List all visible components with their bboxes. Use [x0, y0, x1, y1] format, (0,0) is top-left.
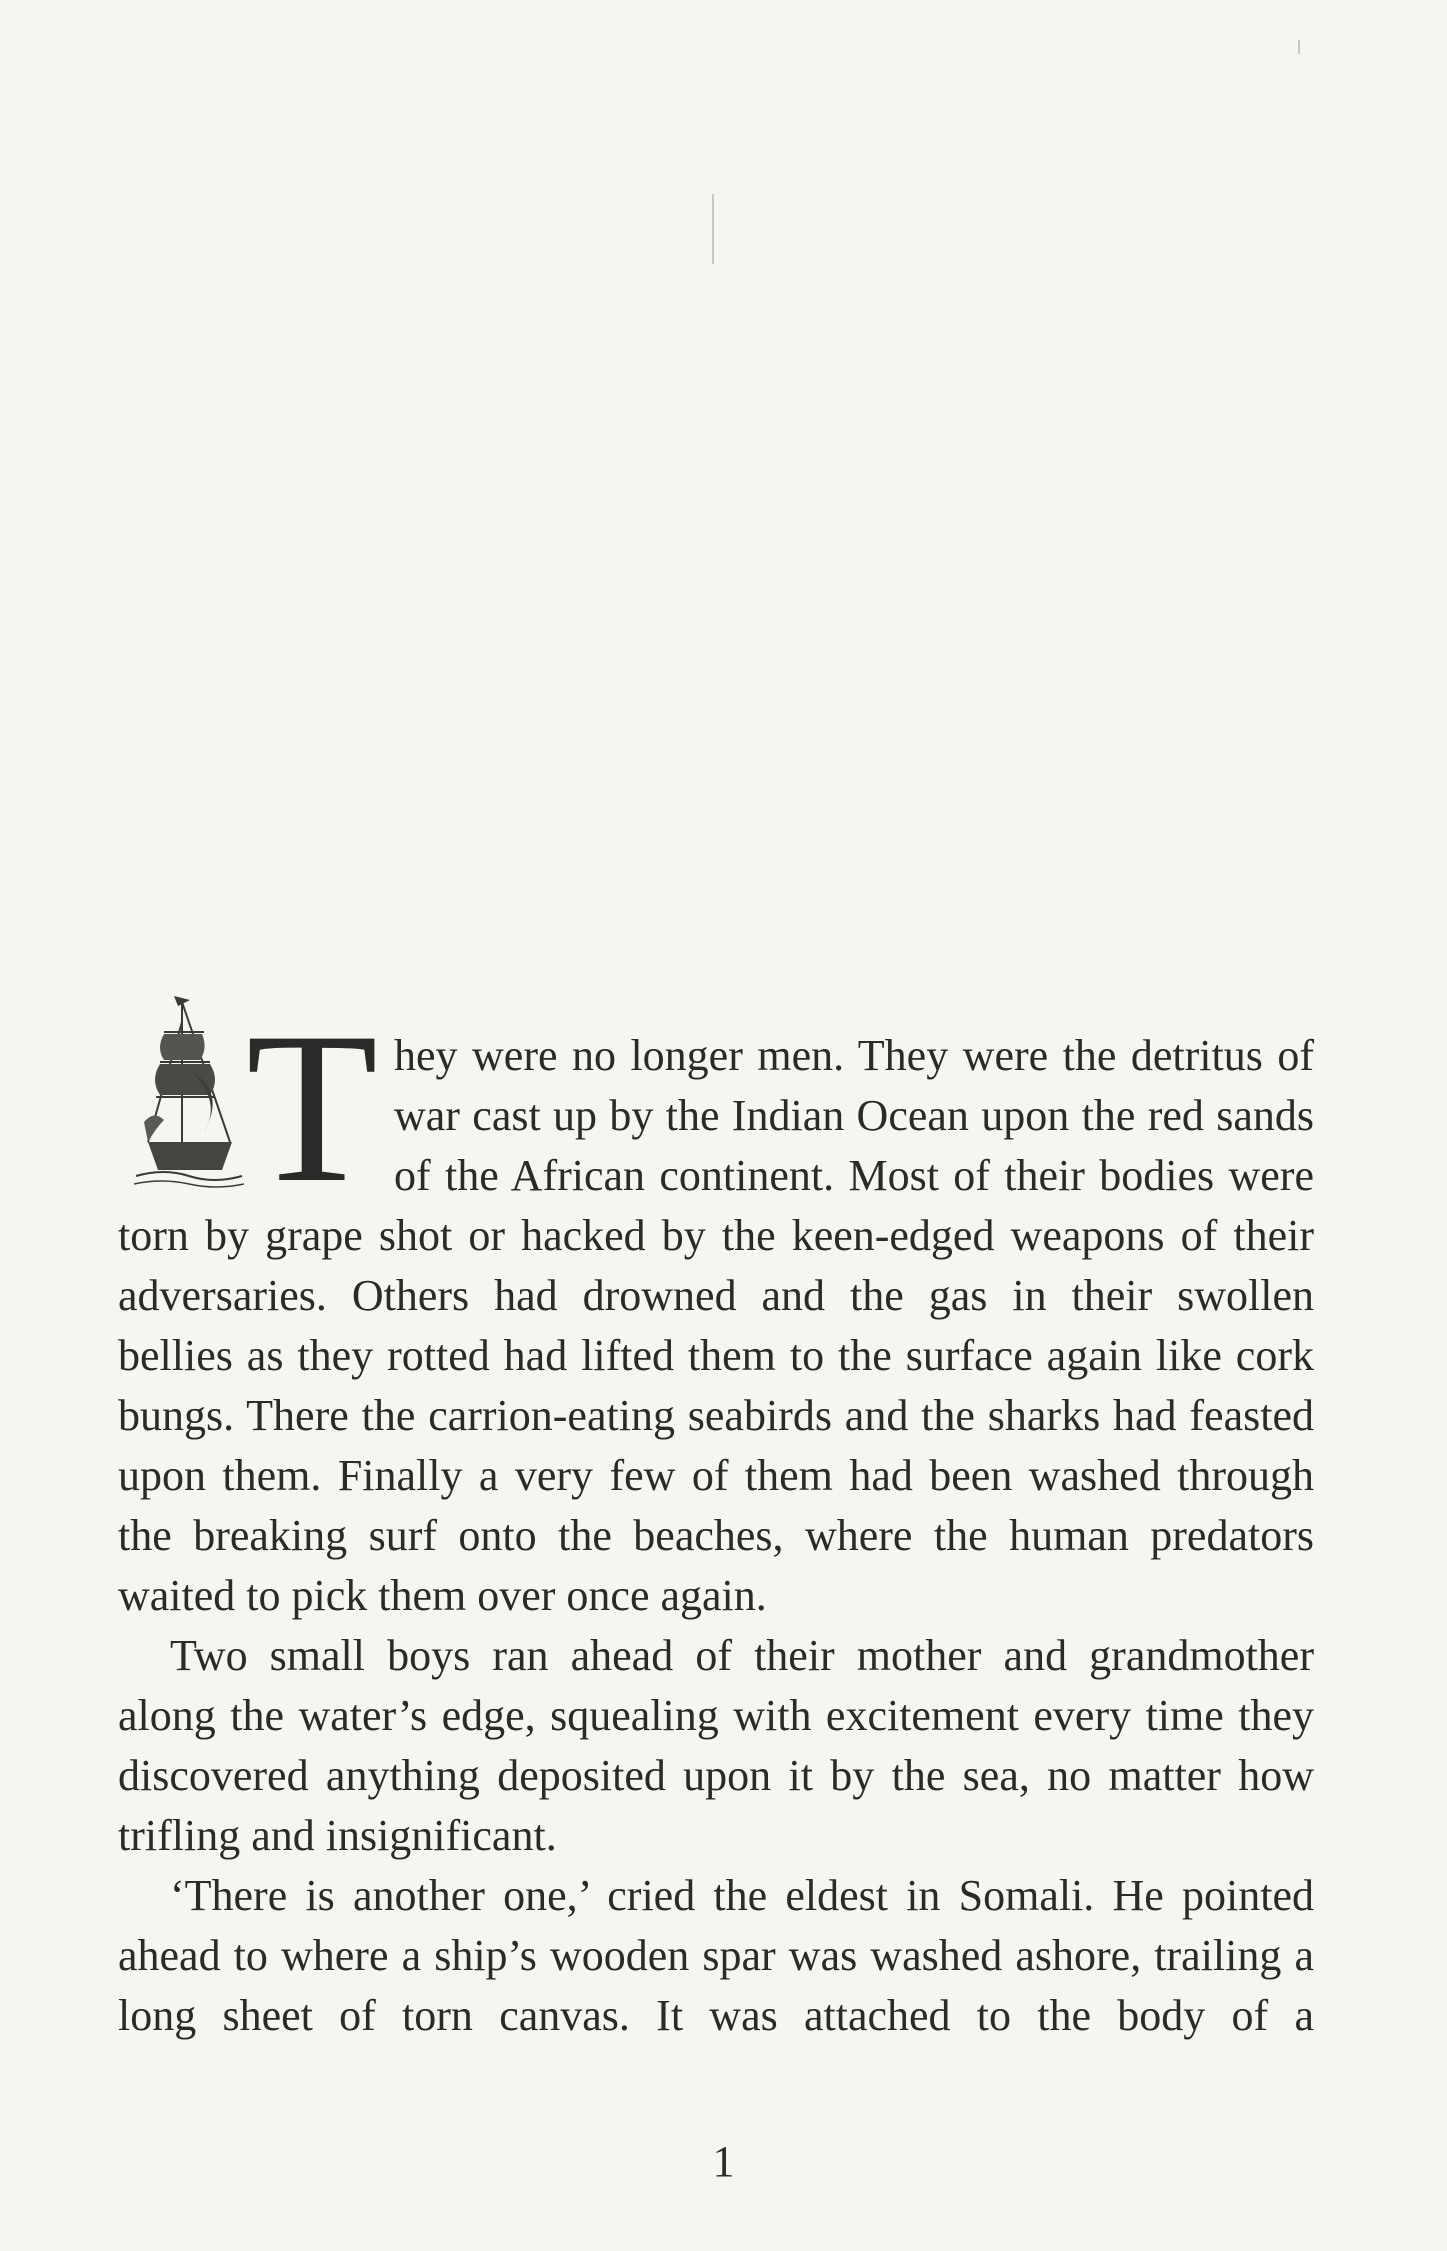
paragraph-2: Two small boys ran ahead of their mother and grandmother along the water’s edge, squealing with excitement every time they discovered anything deposited upon it by the sea, no matter how trifling and insignificant.: [118, 1631, 1314, 1860]
paragraph-3: ‘There is another one,’ cried the eldest in Somali. He pointed ahead to where a ship’s wooden spar was washed ashore, trailing a long sheet of torn canvas. It was attached to the body of a: [118, 1871, 1314, 2040]
scan-speck: [1298, 40, 1300, 54]
paragraph-1-text: hey were no longer men. They were the detritus of war cast up by the Indian Ocean upon the red sands of the African continent. Most of their bodies were torn by grape shot or hacked by the keen-edged weapons of their adversaries. Others had drowned and the gas in their swollen bellies as they rotted had lifted them to the surface again like cork bungs. There the carrion-eating seabirds and the sharks had feasted upon them. Finally a very few of them had been washed through the breaking surf onto the beaches, where the human predators waited to pick them over once again.: [118, 1031, 1314, 1620]
drop-cap: T: [246, 988, 378, 1227]
page-number: 1: [712, 2137, 735, 2186]
scan-speck: [712, 194, 714, 264]
body-text: [118, 988, 1314, 2046]
paragraph-1: [118, 988, 1314, 1626]
sailing-ship-icon: [134, 992, 244, 1192]
chapter-opening-ornament: [118, 988, 378, 1227]
